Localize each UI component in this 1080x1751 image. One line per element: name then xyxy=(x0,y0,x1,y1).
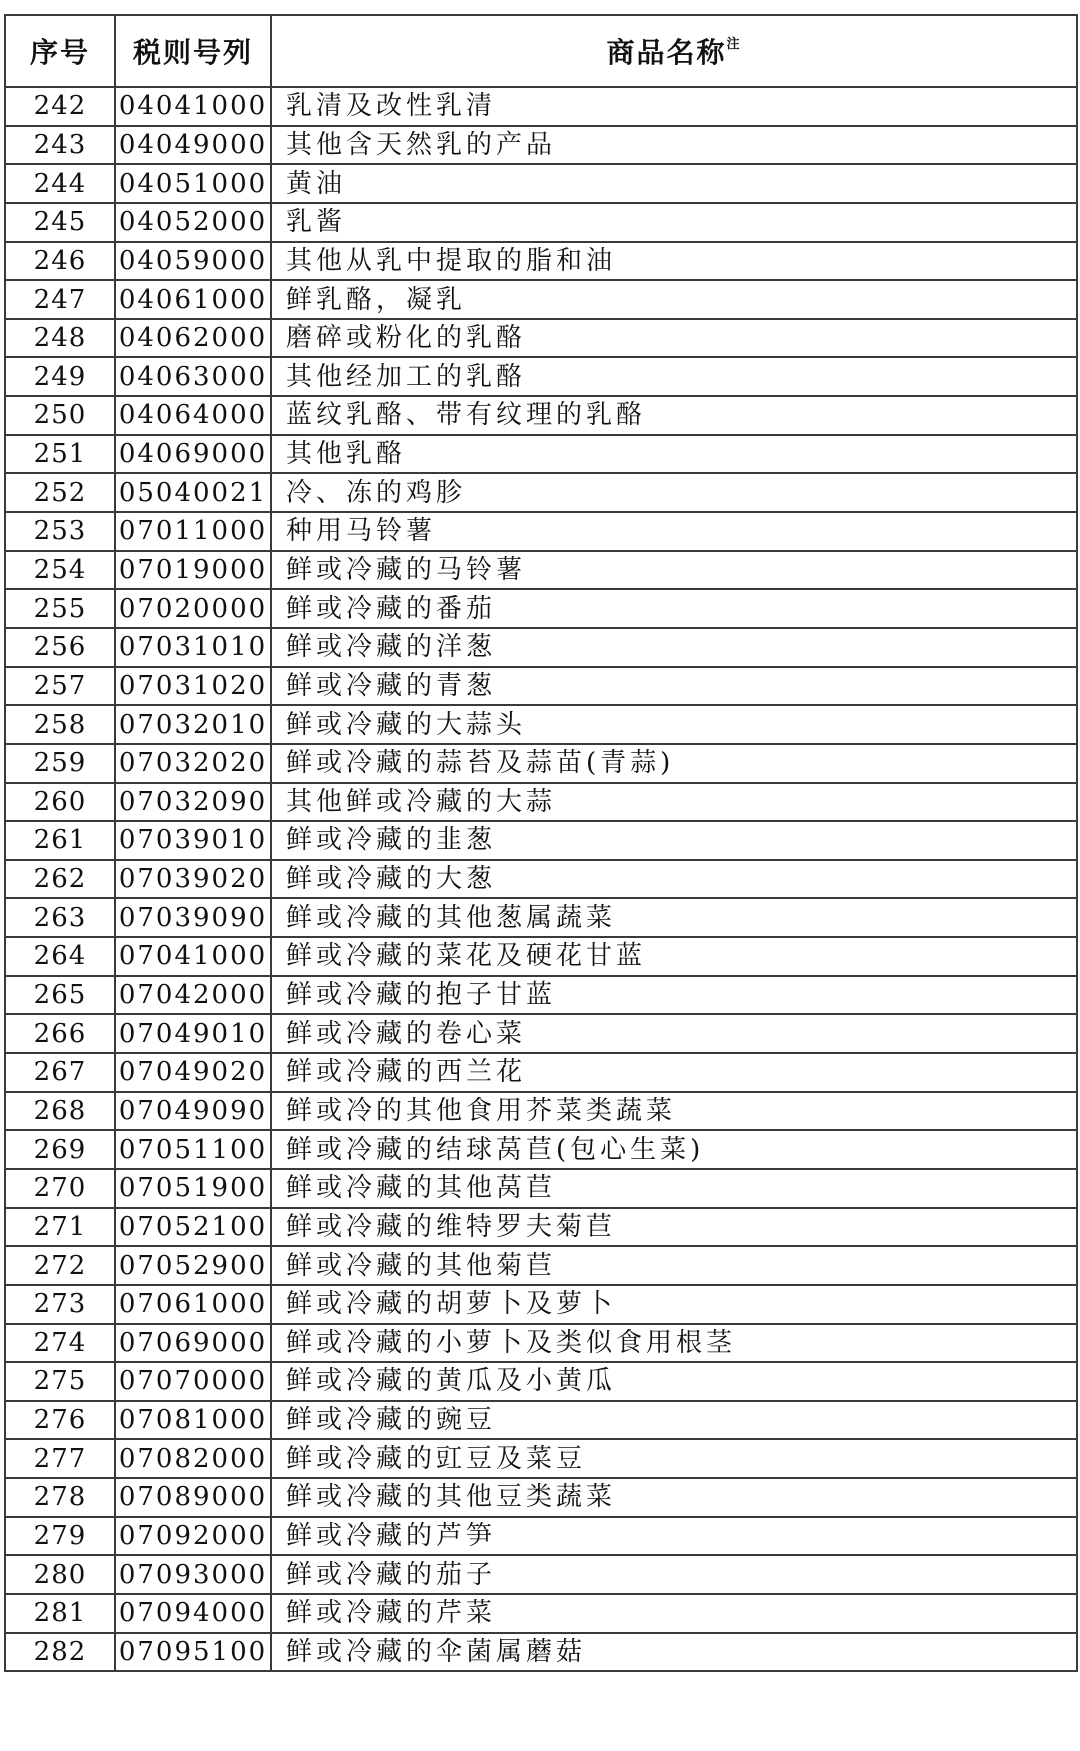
table-row xyxy=(5,357,1077,396)
row-tariff-code: 07089000 xyxy=(115,1478,271,1517)
row-product-name: 鲜或冷的其他食用芥菜类蔬菜 xyxy=(271,1092,1077,1131)
row-tariff-code: 07031020 xyxy=(115,667,271,706)
row-index: 242 xyxy=(5,87,115,126)
row-index: 256 xyxy=(5,628,115,667)
row-product-name: 鲜或冷藏的维特罗夫菊苣 xyxy=(271,1208,1077,1247)
row-product-name: 鲜或冷藏的大葱 xyxy=(271,860,1077,899)
row-product-name: 鲜或冷藏的胡萝卜及萝卜 xyxy=(271,1285,1077,1324)
row-tariff-code: 07032010 xyxy=(115,705,271,744)
row-product-name: 鲜或冷藏的黄瓜及小黄瓜 xyxy=(271,1362,1077,1401)
row-tariff-code: 04049000 xyxy=(115,126,271,165)
row-tariff-code: 07020000 xyxy=(115,589,271,628)
row-index: 258 xyxy=(5,705,115,744)
table-row xyxy=(5,860,1077,899)
row-index: 271 xyxy=(5,1208,115,1247)
row-product-name: 鲜或冷藏的芦笋 xyxy=(271,1517,1077,1556)
row-index: 269 xyxy=(5,1130,115,1169)
row-index: 254 xyxy=(5,551,115,590)
table-row xyxy=(5,1555,1077,1594)
row-tariff-code: 04062000 xyxy=(115,319,271,358)
table-row xyxy=(5,1362,1077,1401)
row-index: 244 xyxy=(5,164,115,203)
row-product-name: 鲜或冷藏的蒜苔及蒜苗(青蒜) xyxy=(271,744,1077,783)
table-row xyxy=(5,667,1077,706)
table-row xyxy=(5,512,1077,551)
row-index: 274 xyxy=(5,1324,115,1363)
row-tariff-code: 07081000 xyxy=(115,1401,271,1440)
row-tariff-code: 07095100 xyxy=(115,1633,271,1672)
table-body xyxy=(5,87,1077,1671)
header-index: 序号 xyxy=(5,15,115,87)
table-row xyxy=(5,87,1077,126)
table-row xyxy=(5,821,1077,860)
tariff-table-container xyxy=(4,14,1076,1672)
row-tariff-code: 07039090 xyxy=(115,898,271,937)
row-product-name: 鲜或冷藏的豇豆及菜豆 xyxy=(271,1439,1077,1478)
table-row xyxy=(5,242,1077,281)
row-product-name: 其他乳酪 xyxy=(271,435,1077,474)
row-product-name: 蓝纹乳酪、带有纹理的乳酪 xyxy=(271,396,1077,435)
row-product-name: 鲜或冷藏的结球莴苣(包心生菜) xyxy=(271,1130,1077,1169)
row-index: 245 xyxy=(5,203,115,242)
row-index: 277 xyxy=(5,1439,115,1478)
table-row xyxy=(5,319,1077,358)
row-tariff-code: 07070000 xyxy=(115,1362,271,1401)
row-index: 255 xyxy=(5,589,115,628)
row-tariff-code: 07061000 xyxy=(115,1285,271,1324)
row-product-name: 其他含天然乳的产品 xyxy=(271,126,1077,165)
header-row xyxy=(5,15,1077,87)
table-row xyxy=(5,1439,1077,1478)
row-tariff-code: 07011000 xyxy=(115,512,271,551)
table-row xyxy=(5,473,1077,512)
table-row xyxy=(5,1014,1077,1053)
row-index: 282 xyxy=(5,1633,115,1672)
table-row xyxy=(5,937,1077,976)
table-row xyxy=(5,1130,1077,1169)
row-tariff-code: 07032020 xyxy=(115,744,271,783)
row-index: 275 xyxy=(5,1362,115,1401)
row-tariff-code: 07051900 xyxy=(115,1169,271,1208)
table-row xyxy=(5,280,1077,319)
row-tariff-code: 07051100 xyxy=(115,1130,271,1169)
table-row xyxy=(5,976,1077,1015)
row-index: 257 xyxy=(5,667,115,706)
row-product-name: 其他从乳中提取的脂和油 xyxy=(271,242,1077,281)
row-index: 262 xyxy=(5,860,115,899)
row-product-name: 鲜或冷藏的伞菌属蘑菇 xyxy=(271,1633,1077,1672)
table-row xyxy=(5,1285,1077,1324)
row-product-name: 乳酱 xyxy=(271,203,1077,242)
row-product-name: 鲜或冷藏的韭葱 xyxy=(271,821,1077,860)
row-index: 265 xyxy=(5,976,115,1015)
row-product-name: 鲜或冷藏的其他葱属蔬菜 xyxy=(271,898,1077,937)
table-row xyxy=(5,1478,1077,1517)
row-product-name: 鲜或冷藏的茄子 xyxy=(271,1555,1077,1594)
row-tariff-code: 07093000 xyxy=(115,1555,271,1594)
row-tariff-code: 07031010 xyxy=(115,628,271,667)
row-product-name: 鲜或冷藏的大蒜头 xyxy=(271,705,1077,744)
table-row xyxy=(5,1401,1077,1440)
row-product-name: 鲜或冷藏的番茄 xyxy=(271,589,1077,628)
header-name-text: 商品名称 xyxy=(606,36,727,69)
row-product-name: 鲜乳酪，凝乳 xyxy=(271,280,1077,319)
row-product-name: 鲜或冷藏的其他豆类蔬菜 xyxy=(271,1478,1077,1517)
table-row xyxy=(5,1053,1077,1092)
row-tariff-code: 07069000 xyxy=(115,1324,271,1363)
row-index: 278 xyxy=(5,1478,115,1517)
row-product-name: 冷、冻的鸡胗 xyxy=(271,473,1077,512)
row-index: 260 xyxy=(5,783,115,822)
row-product-name: 鲜或冷藏的豌豆 xyxy=(271,1401,1077,1440)
row-index: 250 xyxy=(5,396,115,435)
row-index: 259 xyxy=(5,744,115,783)
row-tariff-code: 07039020 xyxy=(115,860,271,899)
row-tariff-code: 07019000 xyxy=(115,551,271,590)
table-row xyxy=(5,435,1077,474)
tariff-table xyxy=(4,14,1078,1672)
table-row xyxy=(5,164,1077,203)
table-row xyxy=(5,1517,1077,1556)
row-tariff-code: 07049020 xyxy=(115,1053,271,1092)
row-index: 252 xyxy=(5,473,115,512)
row-product-name: 鲜或冷藏的菜花及硬花甘蓝 xyxy=(271,937,1077,976)
row-index: 248 xyxy=(5,319,115,358)
row-tariff-code: 07082000 xyxy=(115,1439,271,1478)
row-tariff-code: 04064000 xyxy=(115,396,271,435)
table-row xyxy=(5,1169,1077,1208)
row-tariff-code: 04052000 xyxy=(115,203,271,242)
row-tariff-code: 07049010 xyxy=(115,1014,271,1053)
table-row xyxy=(5,705,1077,744)
row-index: 279 xyxy=(5,1517,115,1556)
row-index: 261 xyxy=(5,821,115,860)
row-tariff-code: 04051000 xyxy=(115,164,271,203)
row-product-name: 鲜或冷藏的卷心菜 xyxy=(271,1014,1077,1053)
header-name xyxy=(271,15,1077,87)
table-row xyxy=(5,1246,1077,1285)
table-row xyxy=(5,744,1077,783)
row-tariff-code: 07032090 xyxy=(115,783,271,822)
row-product-name: 鲜或冷藏的西兰花 xyxy=(271,1053,1077,1092)
row-index: 249 xyxy=(5,357,115,396)
table-row xyxy=(5,1633,1077,1672)
row-product-name: 乳清及改性乳清 xyxy=(271,87,1077,126)
row-index: 273 xyxy=(5,1285,115,1324)
row-product-name: 鲜或冷藏的小萝卜及类似食用根茎 xyxy=(271,1324,1077,1363)
row-tariff-code: 07094000 xyxy=(115,1594,271,1633)
row-index: 243 xyxy=(5,126,115,165)
row-tariff-code: 04041000 xyxy=(115,87,271,126)
row-product-name: 其他经加工的乳酪 xyxy=(271,357,1077,396)
row-product-name: 种用马铃薯 xyxy=(271,512,1077,551)
row-tariff-code: 07042000 xyxy=(115,976,271,1015)
row-tariff-code: 04061000 xyxy=(115,280,271,319)
row-product-name: 鲜或冷藏的马铃薯 xyxy=(271,551,1077,590)
table-row xyxy=(5,1324,1077,1363)
table-header xyxy=(5,15,1077,87)
row-index: 268 xyxy=(5,1092,115,1131)
row-index: 272 xyxy=(5,1246,115,1285)
row-tariff-code: 07052100 xyxy=(115,1208,271,1247)
row-product-name: 鲜或冷藏的洋葱 xyxy=(271,628,1077,667)
row-index: 266 xyxy=(5,1014,115,1053)
row-tariff-code: 04063000 xyxy=(115,357,271,396)
row-product-name: 黄油 xyxy=(271,164,1077,203)
table-row xyxy=(5,1208,1077,1247)
row-product-name: 磨碎或粉化的乳酪 xyxy=(271,319,1077,358)
row-product-name: 其他鲜或冷藏的大蒜 xyxy=(271,783,1077,822)
row-index: 253 xyxy=(5,512,115,551)
row-tariff-code: 07041000 xyxy=(115,937,271,976)
row-index: 281 xyxy=(5,1594,115,1633)
table-row xyxy=(5,551,1077,590)
row-product-name: 鲜或冷藏的青葱 xyxy=(271,667,1077,706)
table-row xyxy=(5,898,1077,937)
header-name-note: 注 xyxy=(726,37,742,52)
row-tariff-code: 07039010 xyxy=(115,821,271,860)
table-row xyxy=(5,628,1077,667)
row-tariff-code: 07092000 xyxy=(115,1517,271,1556)
table-row xyxy=(5,589,1077,628)
table-row xyxy=(5,1594,1077,1633)
row-tariff-code: 04069000 xyxy=(115,435,271,474)
row-index: 247 xyxy=(5,280,115,319)
table-row xyxy=(5,783,1077,822)
row-index: 251 xyxy=(5,435,115,474)
row-tariff-code: 07052900 xyxy=(115,1246,271,1285)
row-product-name: 鲜或冷藏的其他菊苣 xyxy=(271,1246,1077,1285)
row-index: 267 xyxy=(5,1053,115,1092)
row-product-name: 鲜或冷藏的抱子甘蓝 xyxy=(271,976,1077,1015)
table-row xyxy=(5,396,1077,435)
table-row xyxy=(5,1092,1077,1131)
row-index: 276 xyxy=(5,1401,115,1440)
row-index: 264 xyxy=(5,937,115,976)
row-product-name: 鲜或冷藏的其他莴苣 xyxy=(271,1169,1077,1208)
row-index: 246 xyxy=(5,242,115,281)
table-row xyxy=(5,203,1077,242)
row-tariff-code: 07049090 xyxy=(115,1092,271,1131)
row-index: 270 xyxy=(5,1169,115,1208)
table-row xyxy=(5,126,1077,165)
row-tariff-code: 04059000 xyxy=(115,242,271,281)
header-code: 税则号列 xyxy=(115,15,271,87)
row-product-name: 鲜或冷藏的芹菜 xyxy=(271,1594,1077,1633)
row-index: 263 xyxy=(5,898,115,937)
row-index: 280 xyxy=(5,1555,115,1594)
row-tariff-code: 05040021 xyxy=(115,473,271,512)
